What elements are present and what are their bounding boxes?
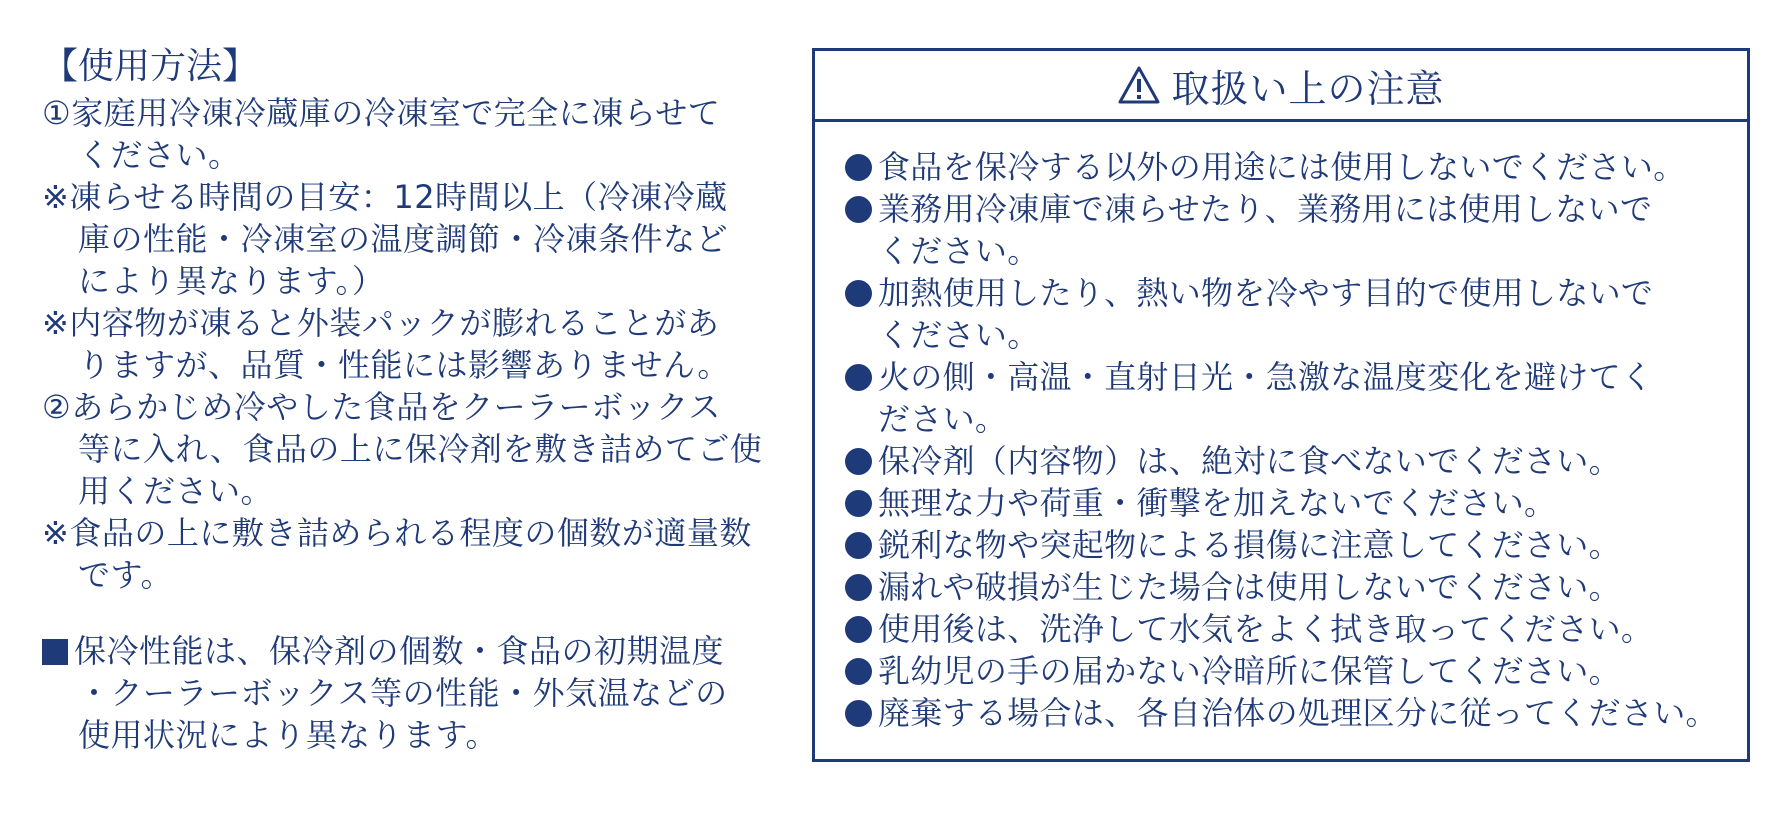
caution-item bbox=[845, 188, 1747, 230]
usage-line: により異なります。） bbox=[78, 262, 385, 300]
caution-text: 加熱使用したり、熱い物を冷やす目的で使用しないで bbox=[878, 274, 1654, 312]
usage-line: 等に入れ、食品の上に保冷剤を敷き詰めてご使 bbox=[78, 430, 763, 468]
caution-item bbox=[845, 524, 1747, 566]
caution-title: 取扱い上の注意 bbox=[1171, 66, 1445, 111]
usage-line: 用ください。 bbox=[78, 472, 274, 510]
caution-text: 保冷剤（内容物）は、絶対に食べないでください。 bbox=[878, 442, 1621, 480]
usage-heading: 【使用方法】 bbox=[42, 46, 259, 87]
warning-triangle-icon bbox=[1117, 65, 1161, 105]
bullet-icon bbox=[845, 280, 872, 307]
usage-line: です。 bbox=[78, 556, 173, 594]
performance-note bbox=[42, 630, 802, 672]
usage-line: 庫の性能・冷凍室の温度調節・冷凍条件など bbox=[78, 220, 729, 258]
caution-item bbox=[845, 692, 1747, 734]
usage-line: りますが、品質・性能には影響ありません。 bbox=[78, 346, 730, 384]
bullet-icon bbox=[845, 700, 872, 727]
caution-text-continued: ください。 bbox=[878, 316, 1040, 354]
caution-panel bbox=[812, 48, 1750, 762]
caution-text: 火の側・高温・直射日光・急激な温度変化を避けてく bbox=[878, 358, 1654, 396]
caution-item bbox=[845, 566, 1747, 608]
performance-line: ・クーラーボックス等の性能・外気温などの bbox=[78, 674, 728, 712]
usage-section bbox=[42, 44, 802, 756]
caution-text-continued: ださい。 bbox=[878, 400, 1008, 438]
caution-list bbox=[815, 122, 1747, 734]
usage-line: ①家庭用冷凍冷蔵庫の冷凍室で完全に凍らせて bbox=[42, 94, 721, 132]
square-bullet-icon bbox=[42, 639, 68, 665]
usage-line: ※食品の上に敷き詰められる程度の個数が適量数 bbox=[42, 514, 752, 552]
bullet-icon bbox=[845, 154, 872, 181]
performance-line: 使用状況により異なります。 bbox=[78, 716, 498, 754]
caution-text: 漏れや破損が生じた場合は使用しないでください。 bbox=[878, 568, 1621, 606]
caution-text: 乳幼児の手の届かない冷暗所に保管してください。 bbox=[878, 652, 1621, 690]
bullet-icon bbox=[845, 658, 872, 685]
usage-line: ②あらかじめ冷やした食品をクーラーボックス bbox=[42, 388, 721, 426]
bullet-icon bbox=[845, 490, 872, 517]
bullet-icon bbox=[845, 616, 872, 643]
caution-text-continued: ください。 bbox=[878, 232, 1040, 270]
caution-item bbox=[845, 146, 1747, 188]
bullet-icon bbox=[845, 196, 872, 223]
caution-item bbox=[845, 650, 1747, 692]
caution-text: 食品を保冷する以外の用途には使用しないでください。 bbox=[878, 148, 1686, 186]
caution-text: 廃棄する場合は、各自治体の処理区分に従ってください。 bbox=[878, 694, 1718, 732]
caution-item bbox=[845, 356, 1747, 398]
bullet-icon bbox=[845, 448, 872, 475]
caution-header bbox=[815, 51, 1747, 122]
caution-item bbox=[845, 440, 1747, 482]
caution-item bbox=[845, 608, 1747, 650]
bullet-icon bbox=[845, 532, 872, 559]
usage-line: ください。 bbox=[78, 136, 241, 174]
caution-text: 業務用冷凍庫で凍らせたり、業務用には使用しないで bbox=[878, 190, 1653, 228]
caution-item bbox=[845, 482, 1747, 524]
caution-item bbox=[845, 272, 1747, 314]
performance-line: 保冷性能は、保冷剤の個数・食品の初期温度 bbox=[74, 632, 725, 670]
caution-text: 無理な力や荷重・衝撃を加えないでください。 bbox=[878, 484, 1557, 522]
spacer bbox=[42, 596, 802, 630]
usage-line: ※内容物が凍ると外装パックが膨れることがあ bbox=[42, 304, 720, 342]
bullet-icon bbox=[845, 364, 872, 391]
caution-text: 使用後は、洗浄して水気をよく拭き取ってください。 bbox=[878, 610, 1654, 648]
usage-line: ※凍らせる時間の目安：12時間以上（冷凍冷蔵 bbox=[42, 178, 728, 216]
bullet-icon bbox=[845, 574, 872, 601]
caution-text: 鋭利な物や突起物による損傷に注意してください。 bbox=[878, 526, 1621, 564]
